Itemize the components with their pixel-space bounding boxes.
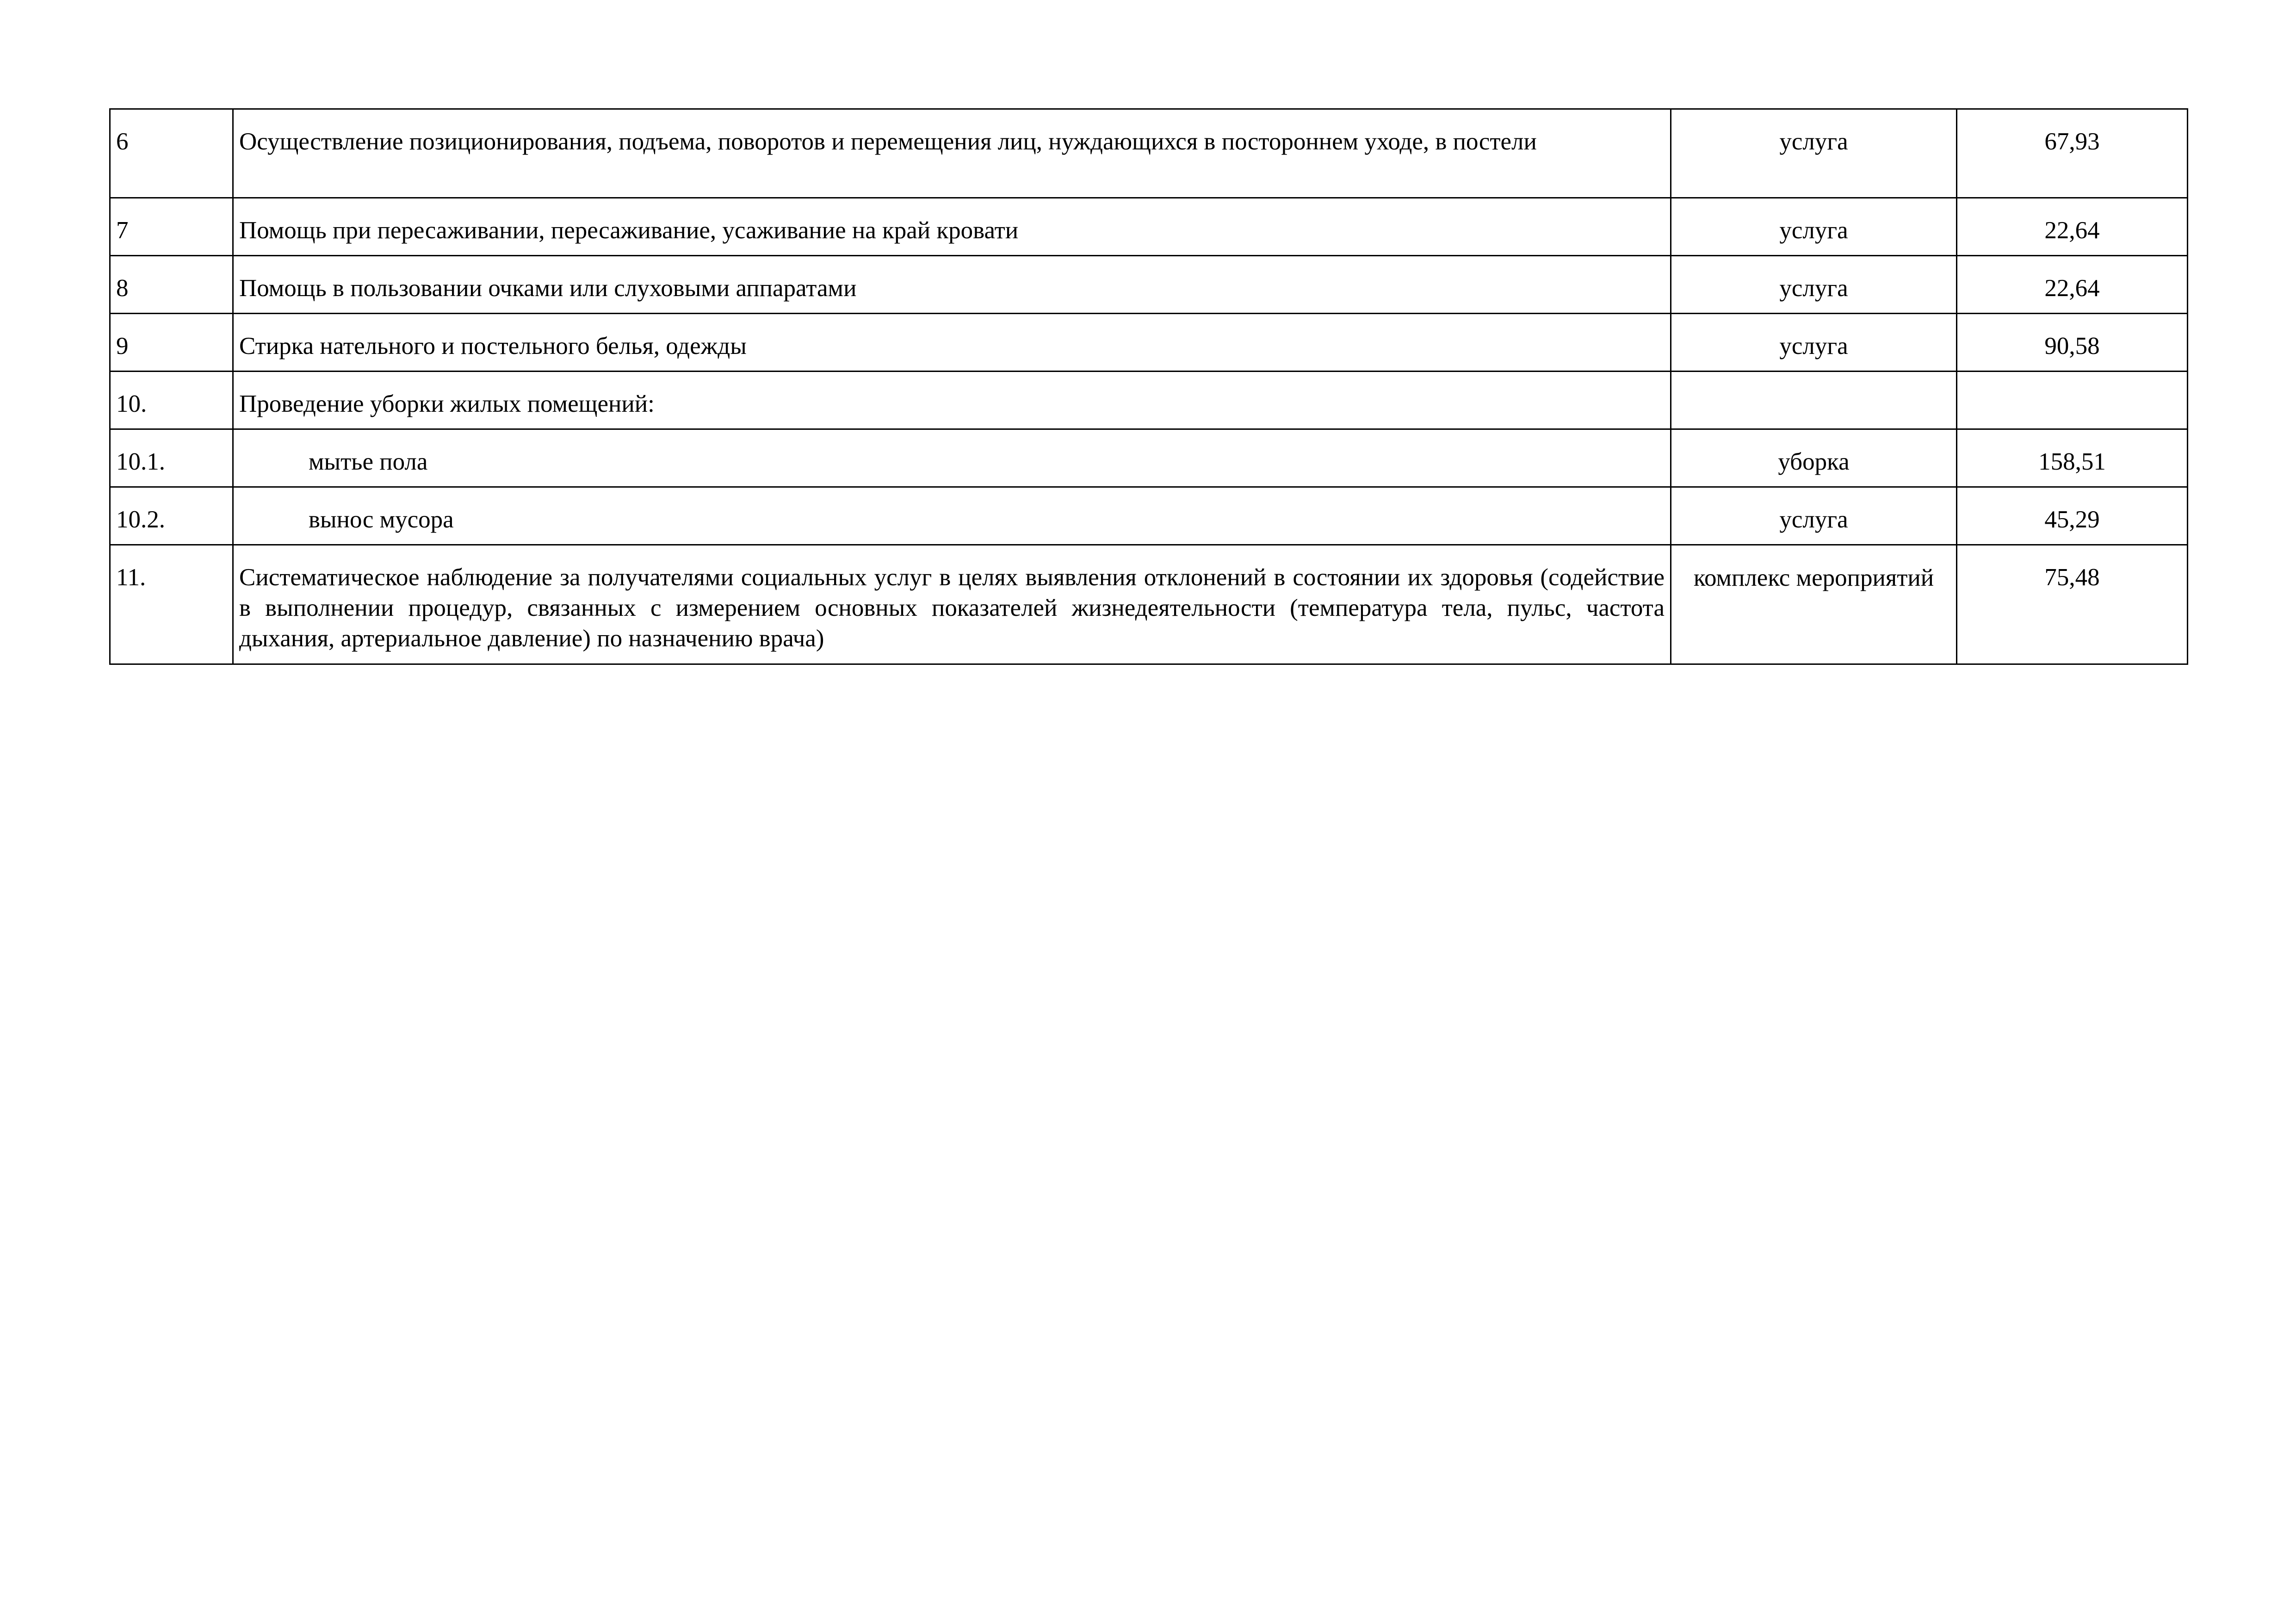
unit-of-measure xyxy=(1671,372,1957,429)
table-row xyxy=(110,314,2188,372)
service-description: Осуществление позиционирования, подъема, поворотов и перемещения лиц, нуждающихся в постороннем уходе, в постели xyxy=(233,109,1671,198)
row-number: 9 xyxy=(110,314,233,372)
row-number: 6 xyxy=(110,109,233,198)
service-description: Проведение уборки жилых помещений: xyxy=(233,372,1671,429)
table-row xyxy=(110,372,2188,429)
table-row xyxy=(110,487,2188,545)
table-row xyxy=(110,198,2188,256)
service-description: вынос мусора xyxy=(233,487,1671,545)
service-price xyxy=(1957,372,2188,429)
unit-of-measure: услуга xyxy=(1671,109,1957,198)
unit-of-measure: услуга xyxy=(1671,198,1957,256)
service-price: 45,29 xyxy=(1957,487,2188,545)
table-row xyxy=(110,429,2188,487)
service-price: 22,64 xyxy=(1957,256,2188,314)
service-description: Помощь при пересаживании, пересаживание, усаживание на край кровати xyxy=(233,198,1671,256)
row-number: 10.1. xyxy=(110,429,233,487)
service-price: 158,51 xyxy=(1957,429,2188,487)
service-price: 22,64 xyxy=(1957,198,2188,256)
row-number: 8 xyxy=(110,256,233,314)
service-description: Стирка нательного и постельного белья, одежды xyxy=(233,314,1671,372)
row-number: 11. xyxy=(110,545,233,664)
unit-of-measure: услуга xyxy=(1671,487,1957,545)
service-description: мытье пола xyxy=(233,429,1671,487)
unit-of-measure: комплекс мероприятий xyxy=(1671,545,1957,664)
row-number: 10.2. xyxy=(110,487,233,545)
service-price: 67,93 xyxy=(1957,109,2188,198)
service-price: 75,48 xyxy=(1957,545,2188,664)
unit-of-measure: услуга xyxy=(1671,314,1957,372)
table-row xyxy=(110,256,2188,314)
service-description: Помощь в пользовании очками или слуховыми аппаратами xyxy=(233,256,1671,314)
table-row xyxy=(110,545,2188,664)
unit-of-measure: уборка xyxy=(1671,429,1957,487)
service-price: 90,58 xyxy=(1957,314,2188,372)
unit-of-measure: услуга xyxy=(1671,256,1957,314)
services-price-table xyxy=(109,108,2188,665)
service-description: Систематическое наблюдение за получателями социальных услуг в целях выявления отклонений в состоянии их здоровья (содействие в выполнении процедур, связанных с измерением основных показателей жизнедеятельности (температура тела, пульс, частота дыхания, артериальное давление) по назначению врача) xyxy=(233,545,1671,664)
row-number: 7 xyxy=(110,198,233,256)
row-number: 10. xyxy=(110,372,233,429)
table-row xyxy=(110,109,2188,198)
